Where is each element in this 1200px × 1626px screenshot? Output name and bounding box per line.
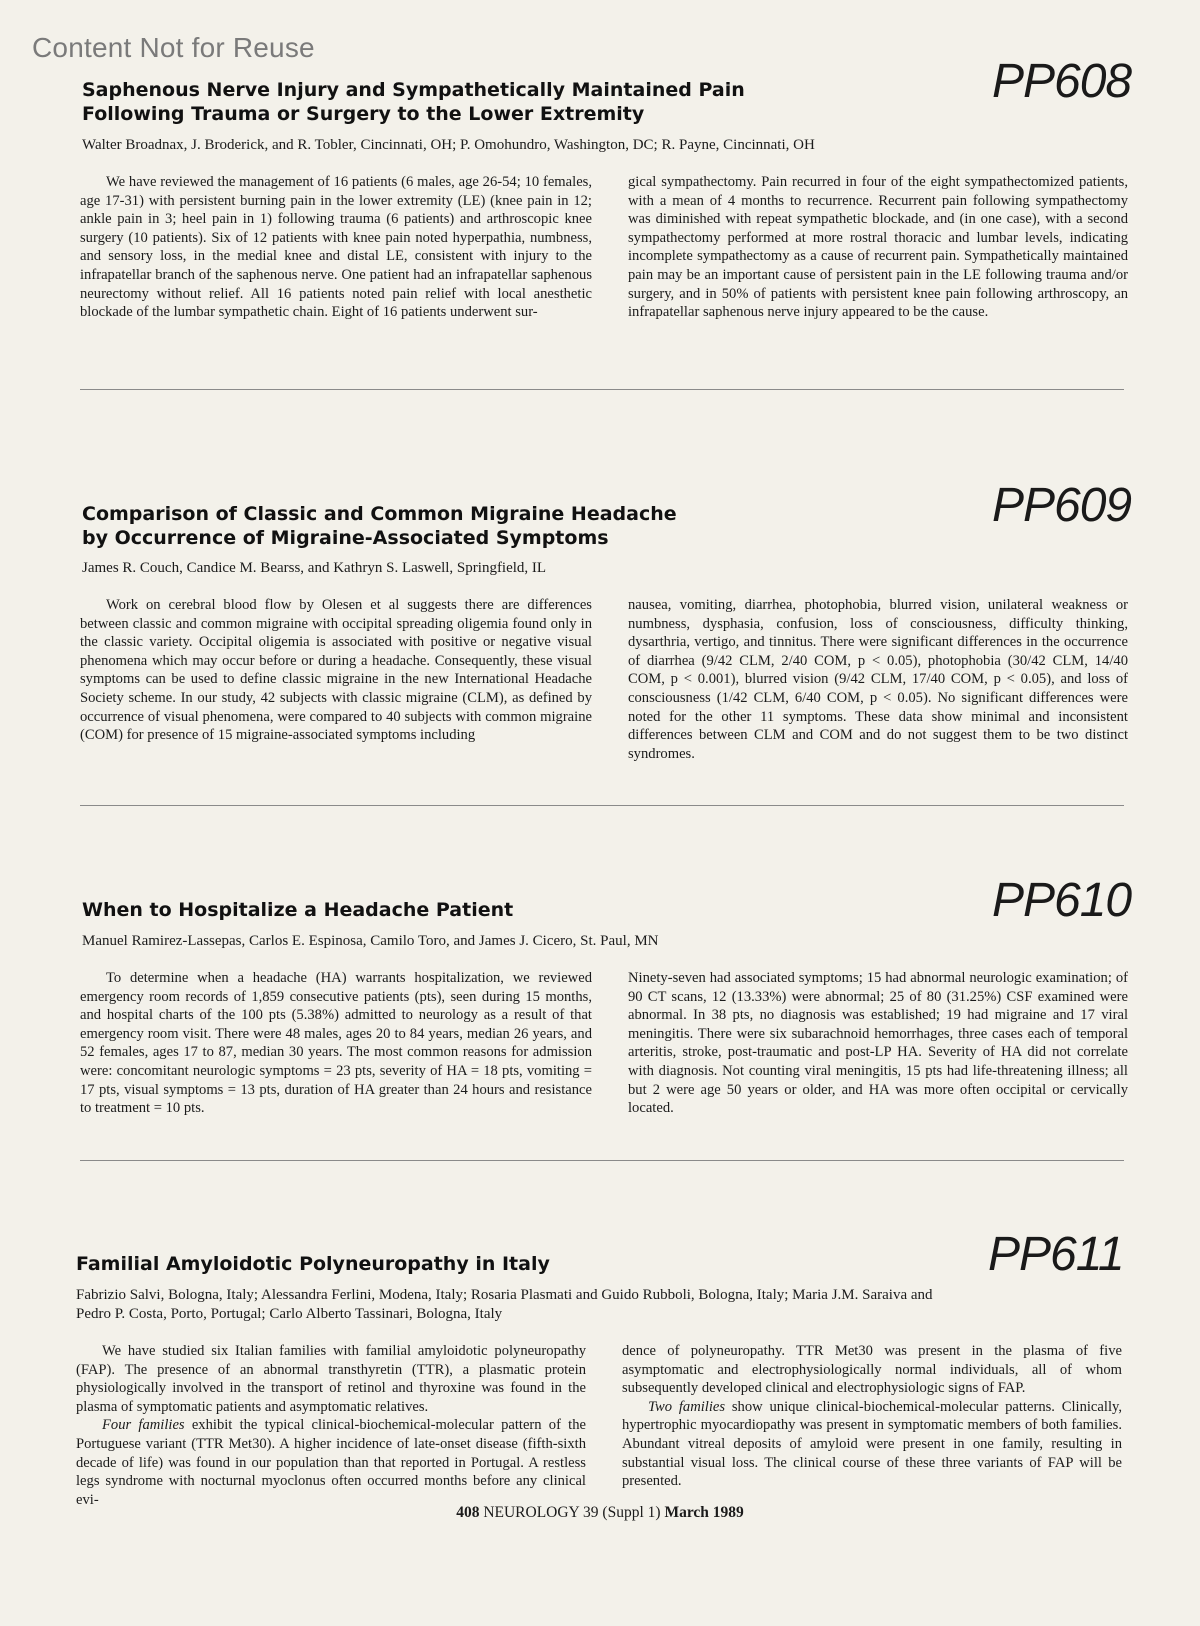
title-line: Comparison of Classic and Common Migraine Headache bbox=[82, 503, 677, 525]
paragraph bbox=[622, 1398, 1122, 1491]
abstract-title bbox=[82, 502, 677, 550]
abstract-code: PP608 bbox=[992, 55, 1132, 108]
title-line: Saphenous Nerve Injury and Sympathetically Maintained Pain bbox=[82, 79, 745, 101]
abstract-code: PP610 bbox=[992, 874, 1132, 927]
abstract-body-left bbox=[76, 1342, 586, 1509]
title-line: Following Trauma or Surgery to the Lower Extremity bbox=[82, 103, 645, 125]
abstract-authors: Manuel Ramirez-Lassepas, Carlos E. Espinosa, Camilo Toro, and James J. Cicero, St. Paul, MN bbox=[82, 933, 659, 949]
abstract-body-right bbox=[628, 173, 1128, 322]
abstract-body-left bbox=[80, 596, 592, 745]
authors-line: Pedro P. Costa, Porto, Portugal; Carlo Alberto Tassinari, Bologna, Italy bbox=[76, 1306, 503, 1322]
title-line: by Occurrence of Migraine-Associated Symptoms bbox=[82, 527, 609, 549]
abstract-body-right bbox=[628, 596, 1128, 763]
issue-date: March 1989 bbox=[664, 1504, 744, 1521]
paragraph: Ninety-seven had associated symptoms; 15 had abnormal neurologic examination; of 90 CT scans, 12 (13.33%) were abnormal; 25 of 80 (31.25%) CSF examined were abnormal. In 38 pts, no diagnosis was established; 19 had migraine and 17 viral meningitis. There were six subarachnoid hemorrhages, three cases each of temporal arteritis, stroke, post-traumatic and post-LP HA. Severity of HA did not correlate with diagnosis. Not counting viral meningitis, 15 pts had life-threatening illness; all but 2 were age 50 years or older, and HA was more often occipital or cervically located. bbox=[628, 970, 1128, 1117]
paragraph-text: show unique clinical-biochemical-molecular patterns. Clinically, hypertrophic myocardiopathy was present in symptomatic members of both families. Abundant vitreal deposits of amyloid were present in one family, resulting in substantial visual loss. The clinical course of these three variants of FAP will be presented. bbox=[622, 1398, 1122, 1490]
abstract-body-left bbox=[80, 173, 592, 322]
abstract-authors: James R. Couch, Candice M. Bearss, and Kathryn S. Laswell, Springfield, IL bbox=[82, 560, 547, 576]
abstract-body-right bbox=[628, 969, 1128, 1118]
abstract-title bbox=[82, 78, 745, 126]
emphasis: Two families bbox=[648, 1398, 726, 1415]
paragraph: To determine when a headache (HA) warrants hospitalization, we reviewed emergency room records of 1,859 consecutive patients (pts), seen during 15 months, and hospital charts of the 100 pts (5.38%) admitted to neurology as a result of that emergency room visit. There were 48 males, ages 20 to 84 years, median 26 years, and 52 females, ages 17 to 87, median 30 years. The most common reasons for admission were: concomitant neurologic symptoms = 23 pts, severity of HA = 18 pts, vomiting = 17 pts, visual symptoms = 13 pts, duration of HA greater than 24 hours and resistance to treatment = 10 pts. bbox=[80, 970, 592, 1117]
page-number: 408 bbox=[456, 1504, 480, 1521]
paragraph: We have reviewed the management of 16 patients (6 males, age 26-54; 10 females, age 17-31) with persistent burning pain in the lower extremity (LE) (knee pain in 12; ankle pain in 3; heel pain in 1) following trauma (6 patients) and arthroscopic knee surgery (10 patients). Six of 12 patients with knee pain noted hyperpathia, numbness, and sensory loss, in the medial knee and distal LE, consistent with injury to the infrapatellar branch of the saphenous nerve. One patient had an infrapatellar saphenous neurectomy without relief. All 16 patients noted pain relief with local anesthetic blockade of the lumbar sympathetic chain. Eight of 16 patients underwent sur- bbox=[80, 174, 592, 321]
paragraph-text: exhibit the typical clinical-biochemical-molecular pattern of the Portuguese variant (TTR Met30). A higher incidence of late-onset disease (fifth-sixth decade of life) was found in our population than that reported in Portugal. A restless legs syndrome with nocturnal myoclonus often occurred months before any clinical evi- bbox=[76, 1417, 586, 1508]
abstract-authors bbox=[76, 1286, 1136, 1324]
emphasis: Four families bbox=[102, 1417, 185, 1434]
paragraph bbox=[76, 1416, 586, 1509]
abstract-body-left bbox=[80, 969, 592, 1118]
paragraph: dence of polyneuropathy. TTR Met30 was present in the plasma of five asymptomatic and electrophysiologically normal individuals, all of whom subsequently developed clinical and electrophysiologic signs of FAP. bbox=[622, 1343, 1122, 1397]
paragraph: Work on cerebral blood flow by Olesen et al suggests there are differences between classic and common migraine with occipital spreading oligemia found only in the classic variety. Occipital oligemia is associated with positive or negative visual phenomena which may occur before or during a headache. Consequently, these visual symptoms can be used to define classic migraine in the new International Headache Society scheme. In our study, 42 subjects with classic migraine (CLM), as defined by occurrence of visual phenomena, were compared to 40 subjects with common migraine (COM) for presence of 15 migraine-associated symptoms including bbox=[80, 597, 592, 744]
section-divider bbox=[80, 805, 1124, 806]
paragraph: We have studied six Italian families with familial amyloidotic polyneuropathy (FAP). The presence of an abnormal transthyretin (TTR), a plasmatic protein physiologically involved in the transport of retinol and thyroxine was found in the plasma of symptomatic patients and asymptomatic relatives. bbox=[76, 1343, 586, 1415]
journal-name: NEUROLOGY 39 (Suppl 1) bbox=[483, 1504, 661, 1521]
abstract-code: PP611 bbox=[988, 1228, 1124, 1281]
section-divider bbox=[80, 1160, 1124, 1161]
section-divider bbox=[80, 389, 1124, 390]
abstract-title bbox=[76, 1252, 550, 1276]
page-footer bbox=[0, 1504, 1200, 1522]
abstract-body-right bbox=[622, 1342, 1122, 1491]
abstract-title bbox=[82, 898, 513, 922]
title-line: Familial Amyloidotic Polyneuropathy in Italy bbox=[76, 1253, 550, 1275]
paragraph: nausea, vomiting, diarrhea, photophobia, blurred vision, unilateral weakness or numbness, dysphasia, confusion, loss of consciousness, difficulty thinking, dysarthria, vertigo, and tinnitus. There were significant differences in the occurrence of diarrhea (9/42 CLM, 2/40 COM, p < 0.05), photophobia (30/42 CLM, 14/40 COM, p < 0.001), blurred vision (9/42 CLM, 17/40 COM, p < 0.05), and loss of consciousness (1/42 CLM, 6/40 COM, p < 0.05). No significant differences were noted for the other 11 symptoms. These data show minimal and inconsistent differences between CLM and COM and do not suggest them to be two distinct syndromes. bbox=[628, 597, 1128, 762]
watermark: Content Not for Reuse bbox=[32, 32, 315, 63]
authors-line: Fabrizio Salvi, Bologna, Italy; Alessandra Ferlini, Modena, Italy; Rosaria Plasmati and Guido Rubboli, Bologna, Italy; Maria J.M. Saraiva and bbox=[76, 1287, 933, 1303]
abstract-code: PP609 bbox=[992, 479, 1132, 532]
abstract-authors: Walter Broadnax, J. Broderick, and R. Tobler, Cincinnati, OH; P. Omohundro, Washington, DC; R. Payne, Cincinnati, OH bbox=[82, 137, 815, 153]
title-line: When to Hospitalize a Headache Patient bbox=[82, 899, 514, 921]
paragraph: gical sympathectomy. Pain recurred in four of the eight sympathectomized patients, with a mean of 4 months to recurrence. Recurrent pain following sympathectomy was diminished with repeat sympathetic blockade, and (in one case), with a second sympathectomy performed at more rostral thoracic and lumbar levels, indicating incomplete sympathectomy as a cause of recurrent pain. Sympathetically maintained pain may be an important cause of persistent pain in the LE following trauma and/or surgery, and in 50% of patients with persistent knee pain following arthroscopy, an infrapatellar saphenous nerve injury appeared to be the cause. bbox=[628, 174, 1128, 321]
